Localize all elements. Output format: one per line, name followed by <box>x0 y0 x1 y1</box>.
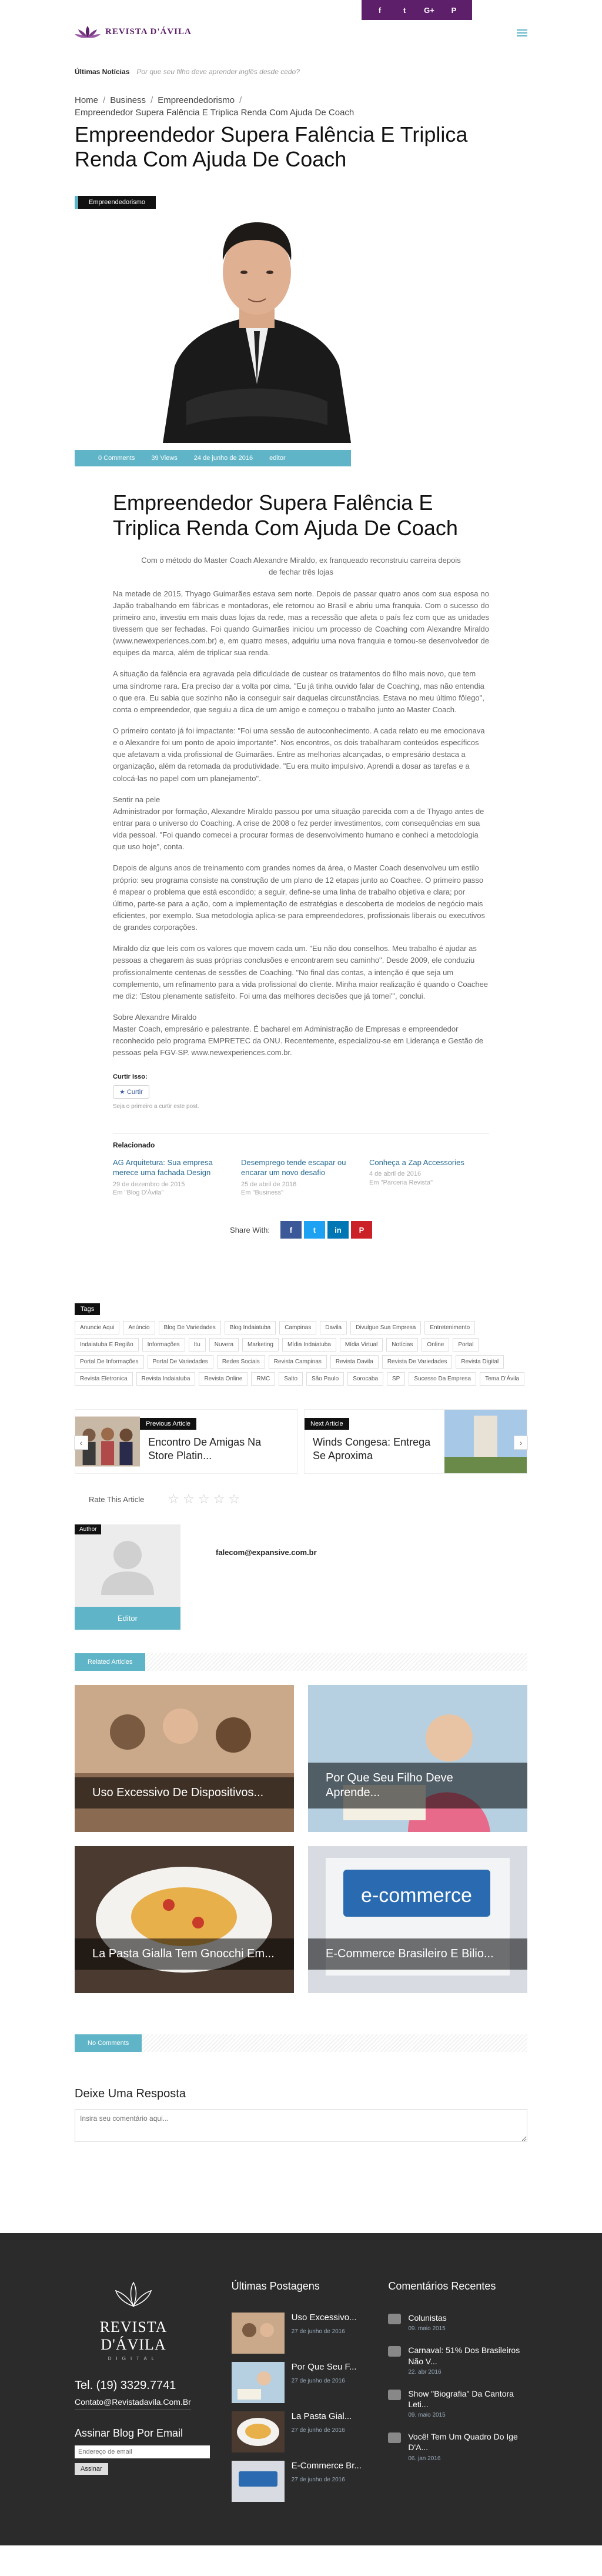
rate-label: Rate This Article <box>89 1494 145 1504</box>
comment-title[interactable]: Colunistas <box>408 2313 447 2323</box>
tag-chip[interactable]: Indaiatuba E Região <box>75 1338 139 1352</box>
tag-chip[interactable]: Blog Indaiatuba <box>225 1321 276 1334</box>
article-meta <box>75 450 351 466</box>
tag-chip[interactable]: SP <box>387 1372 405 1386</box>
related-category: Em "Parceria Revista" <box>369 1179 433 1186</box>
ticker-label: Últimas Notícias <box>75 68 130 76</box>
related-card-title[interactable]: Uso Excessivo De Dispositivos... <box>75 1777 294 1808</box>
views-count: 39 Views <box>151 454 178 462</box>
author-label: Author <box>75 1524 101 1534</box>
tags-title: Tags <box>75 1303 100 1315</box>
breadcrumb-current: Empreendedor Supera Falência E Triplica Renda Com Ajuda De Coach <box>75 108 354 118</box>
comments-title: No Comments <box>75 2034 142 2052</box>
comment-icon <box>388 2390 401 2400</box>
comment-icon <box>388 2314 401 2324</box>
subscribe-button[interactable]: Assinar <box>75 2463 108 2475</box>
related-card-image <box>75 1685 294 1832</box>
tag-chip[interactable]: Revista Online <box>199 1372 248 1386</box>
tag-chip[interactable]: Revista Indaiatuba <box>136 1372 196 1386</box>
related-card-title[interactable]: Por Que Seu Filho Deve Aprende... <box>308 1763 527 1808</box>
tag-chip[interactable]: Marketing <box>242 1338 279 1352</box>
like-title: Curtir Isso: <box>113 1073 148 1080</box>
related-articles-grid <box>75 1685 527 1993</box>
latest-post[interactable] <box>232 2411 371 2452</box>
tag-chip[interactable]: Anuncie Aqui <box>75 1321 119 1334</box>
footer-latest-posts <box>232 2280 371 2510</box>
rate-article <box>75 1491 527 1507</box>
prev-next-nav <box>75 1409 527 1474</box>
comment-icon <box>388 2346 401 2357</box>
paragraph: Sentir na pele Administrador por formação, Alexandre Miraldo passou por uma situação parecida com a de Thyago antes de entrar para o universo do Coaching. A crise de 2008 o fez perder investimentos, com consequências em sua vida pessoal. "Foi quando comecei a procurar formas de desenvolvimento humano e conheci a metodologia que uso hoje", conta. <box>113 795 484 852</box>
star-rating[interactable]: ☆☆☆☆☆ <box>168 1491 244 1507</box>
share-pinterest-icon[interactable]: P <box>351 1221 372 1239</box>
reply-title: Deixe Uma Resposta <box>75 2087 186 2101</box>
related-title[interactable]: Desemprego tende escapar ou encarar um novo desafio <box>241 1157 346 1177</box>
tag-chip[interactable]: Blog De Variedades <box>159 1321 221 1334</box>
related-articles-header <box>75 1653 527 1671</box>
latest-posts-title: Últimas Postagens <box>231 2280 320 2293</box>
tag-chip[interactable]: Informações <box>142 1338 185 1352</box>
comment-title[interactable]: Você! Tem Um Quadro Do Ige D'A... <box>408 2432 518 2452</box>
lotus-icon <box>75 24 101 40</box>
tag-list <box>75 1321 527 1386</box>
recent-comment[interactable] <box>388 2431 527 2461</box>
paragraph: Sobre Alexandre Miraldo Master Coach, empresário e palestrante. É bacharel em Administração de Empresas e empreendedor reconhecido pelo programa EMPRETEC da ONU. Recentemente, especializou-se em Liderança e Gestão de pessoas pela FGV-SP. www.newexperiences.com.br. <box>113 1012 484 1057</box>
tag-chip[interactable]: Campinas <box>279 1321 316 1334</box>
featured-image <box>75 190 486 466</box>
previous-label: Previous Article <box>140 1418 196 1430</box>
comment-date: 22. abr 2016 <box>408 2368 442 2375</box>
tag-chip[interactable]: Sucesso Da Empresa <box>409 1372 476 1386</box>
next-label: Next Article <box>305 1418 349 1430</box>
like-note: Seja o primeiro a curtir este post. <box>113 1103 199 1110</box>
subscribe-email-input[interactable] <box>75 2445 210 2458</box>
related-category: Em "Blog D'Ávila" <box>113 1189 164 1197</box>
comment-title[interactable]: Show "Biografia" Da Cantora Leti... <box>408 2388 514 2410</box>
latest-post[interactable] <box>232 2362 371 2403</box>
related-date: 4 de abril de 2016 <box>369 1170 422 1178</box>
comments-count[interactable]: 0 Comments <box>98 454 135 462</box>
footer-phone: Tel. (19) 3329.7741 <box>75 2379 176 2393</box>
share-label: Share With: <box>230 1225 270 1234</box>
post-title[interactable]: E-Commerce Br... <box>291 2461 362 2471</box>
page-title: Empreendedor Supera Falência E Triplica Renda Com Ajuda De Coach <box>75 122 468 172</box>
breadcrumb-home[interactable]: Home <box>75 95 99 105</box>
post-thumb <box>232 2411 285 2452</box>
post-date: 27 de junho de 2016 <box>291 2328 345 2335</box>
tag-chip[interactable]: Portal <box>453 1338 479 1352</box>
post-title[interactable]: Por Que Seu F... <box>291 2362 357 2373</box>
svg-text:e-commerce: e-commerce <box>361 1884 472 1907</box>
related-card[interactable] <box>75 1846 294 1993</box>
author-card[interactable] <box>75 1524 180 1630</box>
related-title[interactable]: AG Arquitetura: Sua empresa merece uma fachada Design <box>113 1157 213 1177</box>
post-date: 27 de junho de 2016 <box>291 2427 345 2434</box>
post-thumb <box>232 2362 285 2403</box>
recent-comments-title: Comentários Recentes <box>388 2280 496 2293</box>
related-card[interactable] <box>308 1846 527 1993</box>
tag-chip[interactable]: RMC <box>251 1372 275 1386</box>
next-article[interactable] <box>304 1409 527 1474</box>
paragraph: Depois de alguns anos de treinamento com grandes nomes da área, o Master Coach desenvolveu um estilo próprio: seu programa consiste na construção de um plano de 12 etapas junto ao Coachee. O primeiro passo é mapear o problema que está escondido; a seguir, define-se uma linha de trabalho objetiva e clara; por último, parte-se para a ação, com a implementação de estratégias e descoberta de modelos de negócio mais eficientes, por exemplo. Sua metodologia aplica-se para empreendedores, profissionais liberais ou executivos de grandes corporações. <box>113 863 486 932</box>
site-logo[interactable] <box>75 24 192 40</box>
tag-chip[interactable]: Davila <box>320 1321 347 1334</box>
paragraph: Miraldo diz que leis com os valores que movem cada um. "Eu não dou conselhos. Meu trabalho é ajudar as pessoas a chegarem às suas próprias conclusões e encontrarem seu caminho". Desde 2009, ele conduziu profissionalmente centenas de sessões de Coaching. "No final das contas, a intenção é que seja um complemento, um refinamento para a vida profissional do cliente. Minha maior realização é quando o Coachee me diz: 'Estou plenamente satisfeito. Foi uma das melhores decisões que já tomei'", conclui. <box>113 944 489 1000</box>
recent-comment[interactable] <box>388 2313 527 2332</box>
like-button-label: Curtir <box>126 1088 143 1096</box>
related-articles-title: Related Articles <box>75 1653 145 1671</box>
author-link[interactable]: editor <box>269 454 286 462</box>
related-card[interactable] <box>75 1685 294 1832</box>
tag-chip[interactable]: Anúncio <box>123 1321 155 1334</box>
tag-chip[interactable]: Mídia Indaiatuba <box>282 1338 336 1352</box>
recent-comment[interactable] <box>388 2345 527 2375</box>
chevron-right-icon[interactable]: › <box>514 1436 528 1450</box>
footer-logo-sub: DIGITAL <box>108 2356 159 2362</box>
author-name[interactable]: Editor <box>75 1607 180 1630</box>
tag-chip[interactable]: Tema D'Ávila <box>480 1372 524 1386</box>
tag-chip[interactable]: Revista De Variedades <box>382 1355 453 1369</box>
tag-chip[interactable]: Divulgue Sua Empresa <box>350 1321 421 1334</box>
related-inline-item[interactable] <box>113 1157 230 1198</box>
subscribe-title: Assinar Blog Por Email <box>75 2427 183 2440</box>
chevron-left-icon[interactable]: ‹ <box>74 1436 88 1450</box>
related-title[interactable]: Conheça a Zap Accessories <box>369 1157 464 1167</box>
post-thumb <box>232 2461 285 2502</box>
recent-comment[interactable] <box>388 2388 527 2418</box>
like-box <box>113 1073 489 1110</box>
related-inline-title: Relacionado <box>113 1133 489 1149</box>
menu-icon[interactable] <box>517 29 527 38</box>
comment-icon <box>388 2432 401 2443</box>
tag-chip[interactable]: Revista Eletronica <box>75 1372 133 1386</box>
comment-date: 06. jan 2016 <box>408 2455 441 2462</box>
tag-chip[interactable]: Revista Campinas <box>269 1355 327 1369</box>
tag-chip[interactable]: Portal De Informações <box>75 1355 144 1369</box>
author-box <box>75 1524 527 1630</box>
footer <box>0 2233 602 2545</box>
share-bar <box>113 1221 489 1239</box>
comment-date: 09. maio 2015 <box>408 2325 446 2333</box>
related-date: 25 de abril de 2016 <box>241 1180 297 1188</box>
article-lede: Com o método do Master Coach Alexandre Miraldo, ex franqueado reconstruiu carreira depois de fechar três lojas <box>141 556 461 577</box>
header <box>75 0 527 65</box>
related-inline <box>113 1133 489 1198</box>
previous-article[interactable] <box>75 1409 298 1474</box>
comment-date: 09. maio 2015 <box>408 2412 446 2419</box>
like-button[interactable]: ★ Curtir <box>113 1085 149 1099</box>
latest-post[interactable] <box>232 2461 371 2502</box>
related-card-title[interactable]: E-Commerce Brasileiro E Bilio... <box>308 1938 527 1970</box>
avatar <box>75 1524 180 1607</box>
tag-chip[interactable]: Notícias <box>386 1338 418 1352</box>
tag-chip[interactable]: Nuvera <box>209 1338 239 1352</box>
next-title[interactable]: Winds Congesa: Entrega Se Aproxima <box>313 1436 431 1461</box>
related-date: 29 de dezembro de 2015 <box>113 1180 185 1188</box>
tag-chip[interactable]: Itu <box>189 1338 206 1352</box>
paragraph: O primeiro contato já foi impactante: "Foi uma sessão de autoconhecimento. A cada relato eu me emocionava e o Alexandre foi um ponto de apoio importante". Nos encontros, os dois trabalharam conteúdos específicos que afetavam a vida profissional de Guimarães. Entre as melhorias alcançadas, o empresário destaca a organização, além da retomada da produtividade. "Eu era muito impulsivo. Aprendi a dosar as tarefas e a colocá-las no papel com um planejamento". <box>113 726 485 783</box>
author-photo <box>151 190 363 443</box>
related-card-title[interactable]: La Pasta Gialla Tem Gnocchi Em... <box>75 1938 294 1970</box>
tag-chip[interactable]: Portal De Variedades <box>148 1355 213 1369</box>
paragraph: A situação da falência era agravada pela dificuldade de custear os tratamentos do filho mais novo, que tem uma síndrome rara. Era preciso dar a volta por cima. "Eu já tinha ouvido falar de Coaching, mas não entendia o que era. Eu sabia que sozinho não ia conseguir sair daquelas circunstâncias. Estava no meu último fôlego", conta o empreendedor, que seguiu a dica de um amigo e começou o trabalho junto ao Master Coach. <box>113 669 484 714</box>
tag-chip[interactable]: Mídia Virtual <box>340 1338 383 1352</box>
related-card[interactable] <box>308 1685 527 1832</box>
tag-chip[interactable]: Sorocaba <box>347 1372 383 1386</box>
share-facebook-icon[interactable]: f <box>280 1221 302 1239</box>
facebook-icon[interactable]: f <box>378 5 382 15</box>
tag-chip[interactable]: Online <box>422 1338 449 1352</box>
tag-chip[interactable]: Entretenimento <box>424 1321 475 1334</box>
publish-date: 24 de junho de 2016 <box>193 454 253 462</box>
author-email[interactable]: falecom@expansive.com.br <box>216 1548 317 1557</box>
tag-chip[interactable]: Revista Davila <box>330 1355 379 1369</box>
post-title[interactable]: La Pasta Gial... <box>291 2411 352 2422</box>
breadcrumb: Home / Business / Empreendedorismo / <box>75 95 242 105</box>
post-date: 27 de junho de 2016 <box>291 2378 345 2385</box>
related-card-image <box>308 1846 527 1993</box>
share-twitter-icon[interactable]: t <box>304 1221 325 1239</box>
latest-post[interactable] <box>232 2313 371 2354</box>
pinterest-icon[interactable]: P <box>451 5 457 15</box>
footer-logo-text: REVISTA D'ÁVILA <box>99 2318 168 2354</box>
paragraph: Na metade de 2015, Thyago Guimarães estava sem norte. Depois de passar quatro anos com sua esposa no Japão trabalhando em fábricas e montadoras, ele retornou ao Brasil e abriu uma franquia. Com o sucesso do primeiro ano, investiu em mais duas lojas da rede, mas a recessão que afeta o país fez com que as unidades tivessem que ser fechadas. Foi quando Guimarães iniciou um processo de Coaching com Alexandre Miraldo (www.newexperiences.com.br) e, em quatro meses, adquiriu uma nova franquia e tornou-se desenvolvedor de equipes da marca, além de triplicar sua renda. <box>113 589 489 658</box>
footer-about <box>75 2280 214 2510</box>
breadcrumb-business[interactable]: Business <box>110 95 146 105</box>
related-inline-item[interactable] <box>369 1157 487 1198</box>
previous-title[interactable]: Encontro De Amigas Na Store Platin... <box>148 1436 262 1461</box>
tag-chip[interactable]: São Paulo <box>306 1372 344 1386</box>
tags-section <box>75 1303 527 1386</box>
tag-chip[interactable]: Salto <box>279 1372 303 1386</box>
post-thumb <box>232 2313 285 2354</box>
footer-email[interactable]: Contato@Revistadavila.Com.Br <box>75 2397 191 2410</box>
share-linkedin-icon[interactable]: in <box>327 1221 349 1239</box>
related-card-image <box>75 1846 294 1993</box>
lotus-icon <box>75 2280 192 2310</box>
article-heading: Empreendedor Supera Falência E Triplica Renda Com Ajuda De Coach <box>113 490 458 540</box>
comment-input[interactable] <box>75 2109 527 2142</box>
tag-chip[interactable]: Redes Sociais <box>217 1355 265 1369</box>
tag-chip[interactable]: Revista Digital <box>456 1355 504 1369</box>
related-inline-item[interactable] <box>241 1157 359 1198</box>
related-card-image <box>308 1685 527 1832</box>
google-plus-icon[interactable]: G+ <box>424 5 434 15</box>
user-icon <box>101 1536 154 1595</box>
post-title[interactable]: Uso Excessivo... <box>291 2313 357 2323</box>
news-ticker <box>75 65 527 79</box>
logo-text: REVISTA D'ÁVILA <box>105 26 192 36</box>
comment-title[interactable]: Carnaval: 51% Dos Brasileiros Não V... <box>408 2345 520 2366</box>
ticker-text[interactable]: Por que seu filho deve aprender inglês desde cedo? <box>136 68 300 76</box>
twitter-icon[interactable]: t <box>403 5 406 15</box>
related-category: Em "Business" <box>241 1189 283 1197</box>
footer-recent-comments <box>388 2280 527 2510</box>
post-date: 27 de junho de 2016 <box>291 2477 345 2484</box>
category-badge[interactable]: Empreendedorismo <box>75 196 156 209</box>
breadcrumb-empreendedorismo[interactable]: Empreendedorismo <box>158 95 235 105</box>
comments-header <box>75 2034 527 2052</box>
article-body <box>113 490 489 1239</box>
